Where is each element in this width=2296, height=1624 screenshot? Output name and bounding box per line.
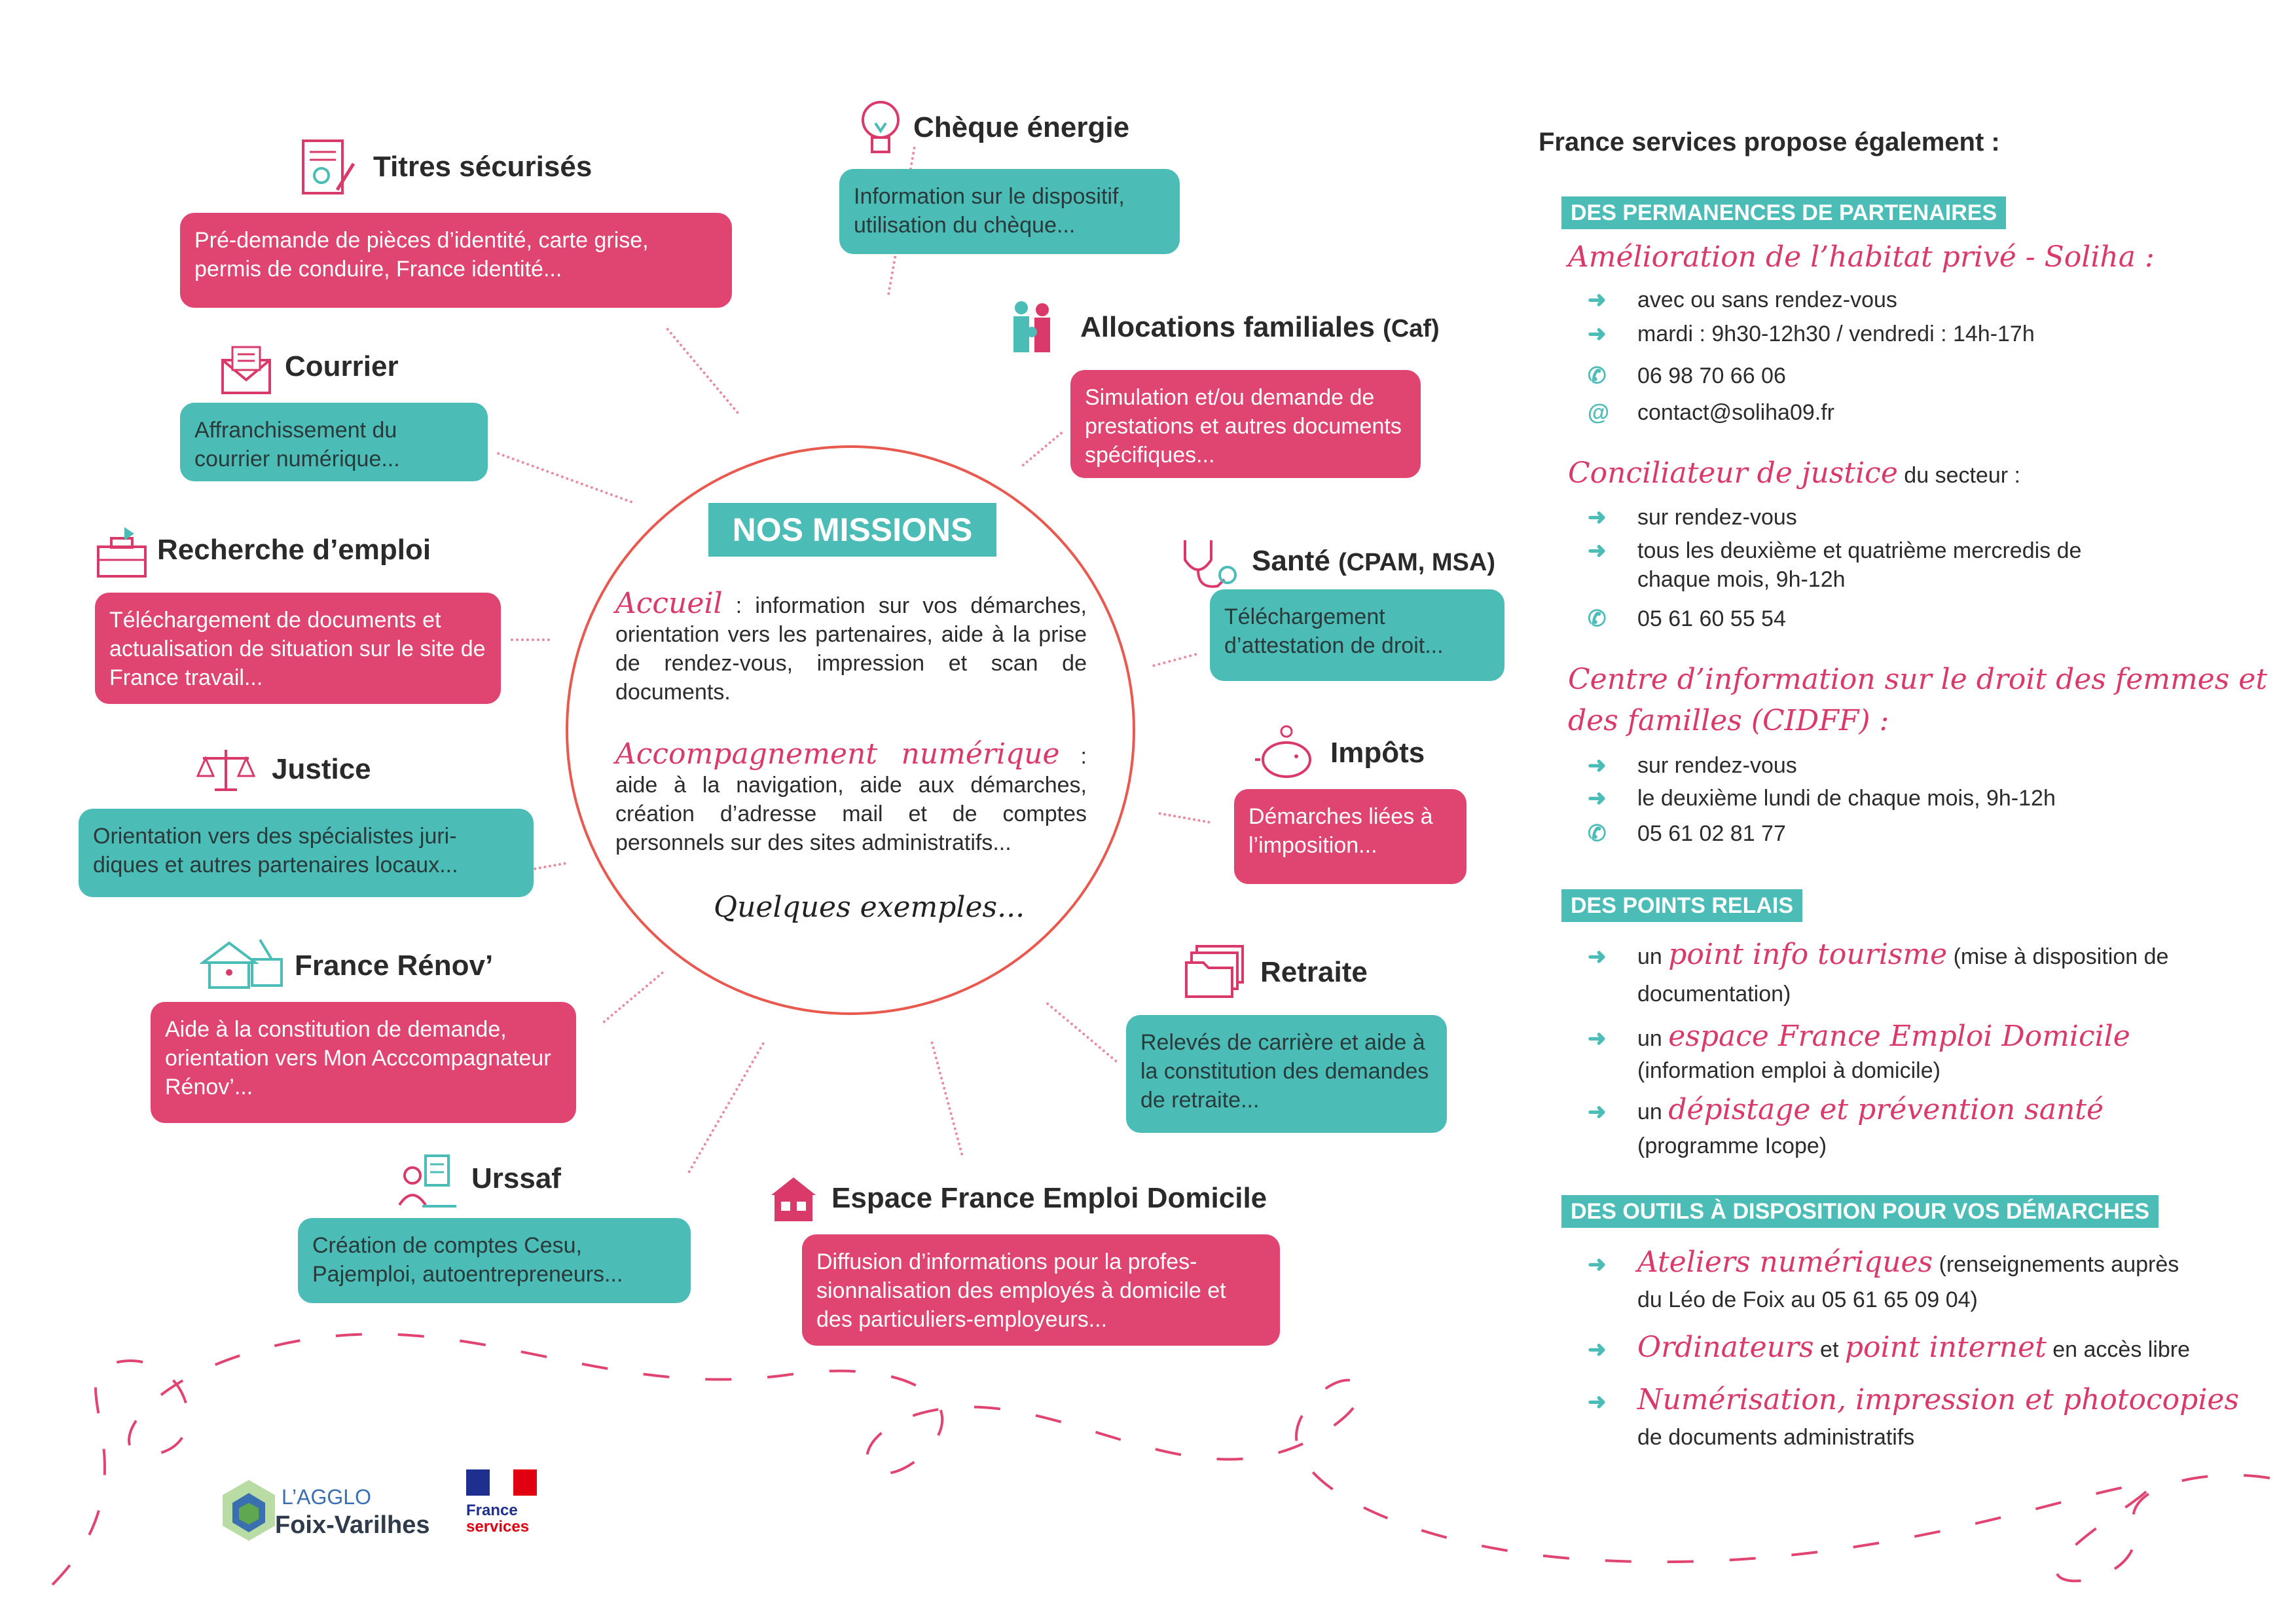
titres-box: Pré-demande de pièces d’identité, carte grise, permis de conduire, France identité... [180, 213, 732, 308]
relais2-script: espace France Emploi Domicile [1668, 1020, 2130, 1053]
concil-suffix: du secteur : [1897, 463, 2020, 488]
titres-title: Titres sécurisés [373, 151, 592, 183]
arrow-icon: ➜ [1588, 1099, 1607, 1124]
phone-icon: ✆ [1588, 606, 1607, 631]
cidff-l1: sur rendez-vous [1637, 753, 1797, 778]
phone-icon: ✆ [1588, 363, 1607, 388]
arrow-icon: ➜ [1588, 1337, 1607, 1362]
concil-l3: chaque mois, 9h-12h [1637, 567, 1846, 592]
arrow-icon: ➜ [1588, 944, 1607, 969]
cidff-title2: des familles (CIDFF) : [1568, 704, 1889, 737]
retraite-title: Retraite [1260, 956, 1368, 988]
outils2-script2: point internet [1844, 1331, 2047, 1364]
relais3-l2: (programme Icope) [1637, 1134, 1827, 1158]
sante-title-small: (CPAM, MSA) [1338, 549, 1495, 576]
at-icon: @ [1588, 400, 1610, 425]
soliha-phone: 06 98 70 66 06 [1637, 363, 1786, 388]
justice-box: Orientation vers des spécialistes juri-diques et autres partenaires locaux... [79, 809, 534, 897]
outils1-post: (renseignements auprès [1933, 1252, 2179, 1277]
permanences-tag: DES PERMANENCES DE PARTENAIRES [1561, 196, 2006, 229]
renov-title: France Rénov’ [295, 950, 494, 982]
cidff-l2: le deuxième lundi de chaque mois, 9h-12h [1637, 786, 2056, 811]
impots-box: Démarches liées à l’imposition... [1234, 789, 1467, 884]
arrow-icon: ➜ [1588, 538, 1607, 563]
arrow-icon: ➜ [1588, 1252, 1607, 1277]
concil-phone: 05 61 60 55 54 [1637, 606, 1786, 631]
relais1-script: point info tourisme [1668, 938, 1948, 971]
soliha-l1: avec ou sans rendez-vous [1637, 287, 1897, 312]
concil-title: Conciliateur de justice [1568, 456, 1898, 490]
soliha-l2: mardi : 9h30-12h30 / vendredi : 14h-17h [1637, 322, 2035, 346]
arrow-icon: ➜ [1588, 1026, 1607, 1051]
emploi-box: Téléchargement de documents et actualisation de situation sur le site de France travail... [95, 593, 501, 704]
concil-l1: sur rendez-vous [1637, 505, 1797, 530]
emploi-title: Recherche d’emploi [157, 534, 431, 566]
courrier-box: Affranchissement du courrier numérique... [180, 403, 488, 481]
outils2-post: en accès libre [2046, 1337, 2191, 1362]
cidff-phone: 05 61 02 81 77 [1637, 821, 1786, 846]
accueil-label: Accueil [615, 587, 723, 620]
outils2-mid: et [1813, 1337, 1845, 1362]
relais1-l2: documentation) [1637, 982, 1791, 1006]
missions-title: NOS MISSIONS [708, 503, 996, 557]
arrow-icon: ➜ [1588, 287, 1607, 312]
agglo-logo-icon [219, 1477, 278, 1549]
arrow-icon: ➜ [1588, 322, 1607, 346]
accompagnement-text: : aide à la navigation, aide aux démarches, création d’adresse mail et de comptes personnels sur des sites administratifs... [615, 744, 1087, 855]
france-services-flag-icon [466, 1467, 538, 1498]
concil-l2: tous les deuxième et quatrième mercredis de [1637, 538, 2082, 563]
arrow-icon: ➜ [1588, 1390, 1607, 1414]
retraite-box: Relevés de carrière et aide à la constitution des demandes de retraite... [1126, 1015, 1447, 1133]
outils1-script: Ateliers numériques [1637, 1246, 1933, 1279]
sante-box: Téléchargement d’attestation de droit... [1210, 589, 1504, 681]
fs-logo-line2: services [466, 1518, 530, 1536]
relais-tag: DES POINTS RELAIS [1561, 889, 1802, 922]
urssaf-box: Création de comptes Cesu, Pajemploi, autoentrepreneurs... [298, 1218, 691, 1303]
outils2-script1: Ordinateurs [1637, 1331, 1814, 1364]
cheque-box: Information sur le dispositif, utilisation du chèque... [839, 169, 1180, 254]
right-heading: France services propose également : [1539, 128, 2000, 157]
soliha-title: Amélioration de l’habitat privé - Soliha : [1568, 240, 2155, 274]
renov-box: Aide à la constitution de demande, orientation vers Mon Acccompagnateur Rénov’... [151, 1002, 576, 1123]
relais3-script: dépistage et prévention santé [1668, 1093, 2104, 1126]
cidff-title1: Centre d’information sur le droit des femmes et [1568, 663, 2268, 696]
outils-tag: DES OUTILS À DISPOSITION POUR VOS DÉMARCHES [1561, 1195, 2159, 1228]
courrier-title: Courrier [285, 350, 399, 382]
fs-logo-line1: France [466, 1502, 518, 1519]
caf-title-main: Allocations familiales [1080, 311, 1375, 343]
agglo-logo-bottom: Foix-Varilhes [275, 1511, 430, 1539]
sante-title-main: Santé [1252, 545, 1330, 577]
arrow-icon: ➜ [1588, 753, 1607, 778]
accueil-text: : information sur vos démarches, orientation vers les partenaires, aide à la prise de rendez-vous, impression et scan de documents. [615, 593, 1087, 705]
examples-caption: Quelques exemples... [714, 891, 1025, 924]
outils3-script: Numérisation, impression et photocopies [1637, 1383, 2240, 1416]
efed-title: Espace France Emploi Domicile [831, 1182, 1267, 1214]
outils3-l2: de documents administratifs [1637, 1425, 1915, 1450]
arrow-icon: ➜ [1588, 786, 1607, 811]
relais3-pre: un [1637, 1099, 1669, 1124]
outils1-l2: du Léo de Foix au 05 61 65 09 04) [1637, 1287, 1978, 1312]
relais1-pre: un [1637, 944, 1669, 969]
cheque-title: Chèque énergie [913, 111, 1130, 143]
accompagnement-label: Accompagnement numérique [615, 737, 1060, 771]
relais2-pre: un [1637, 1026, 1669, 1051]
arrow-icon: ➜ [1588, 505, 1607, 530]
soliha-email: contact@soliha09.fr [1637, 400, 1835, 425]
caf-box: Simulation et/ou demande de prestations et autres documents spécifiques... [1070, 370, 1421, 478]
urssaf-title: Urssaf [471, 1162, 561, 1194]
efed-box: Diffusion d’informations pour la profes-sionnalisation des employés à domicile et des particuliers-employeurs... [802, 1234, 1280, 1346]
relais2-l2: (information emploi à domicile) [1637, 1058, 1941, 1083]
agglo-logo-top: L’AGGLO [282, 1485, 371, 1509]
justice-title: Justice [272, 753, 371, 785]
impots-title: Impôts [1330, 737, 1425, 769]
relais1-post: (mise à disposition de [1947, 944, 2169, 969]
phone-icon: ✆ [1588, 821, 1607, 846]
caf-title-small: (Caf) [1383, 315, 1440, 342]
